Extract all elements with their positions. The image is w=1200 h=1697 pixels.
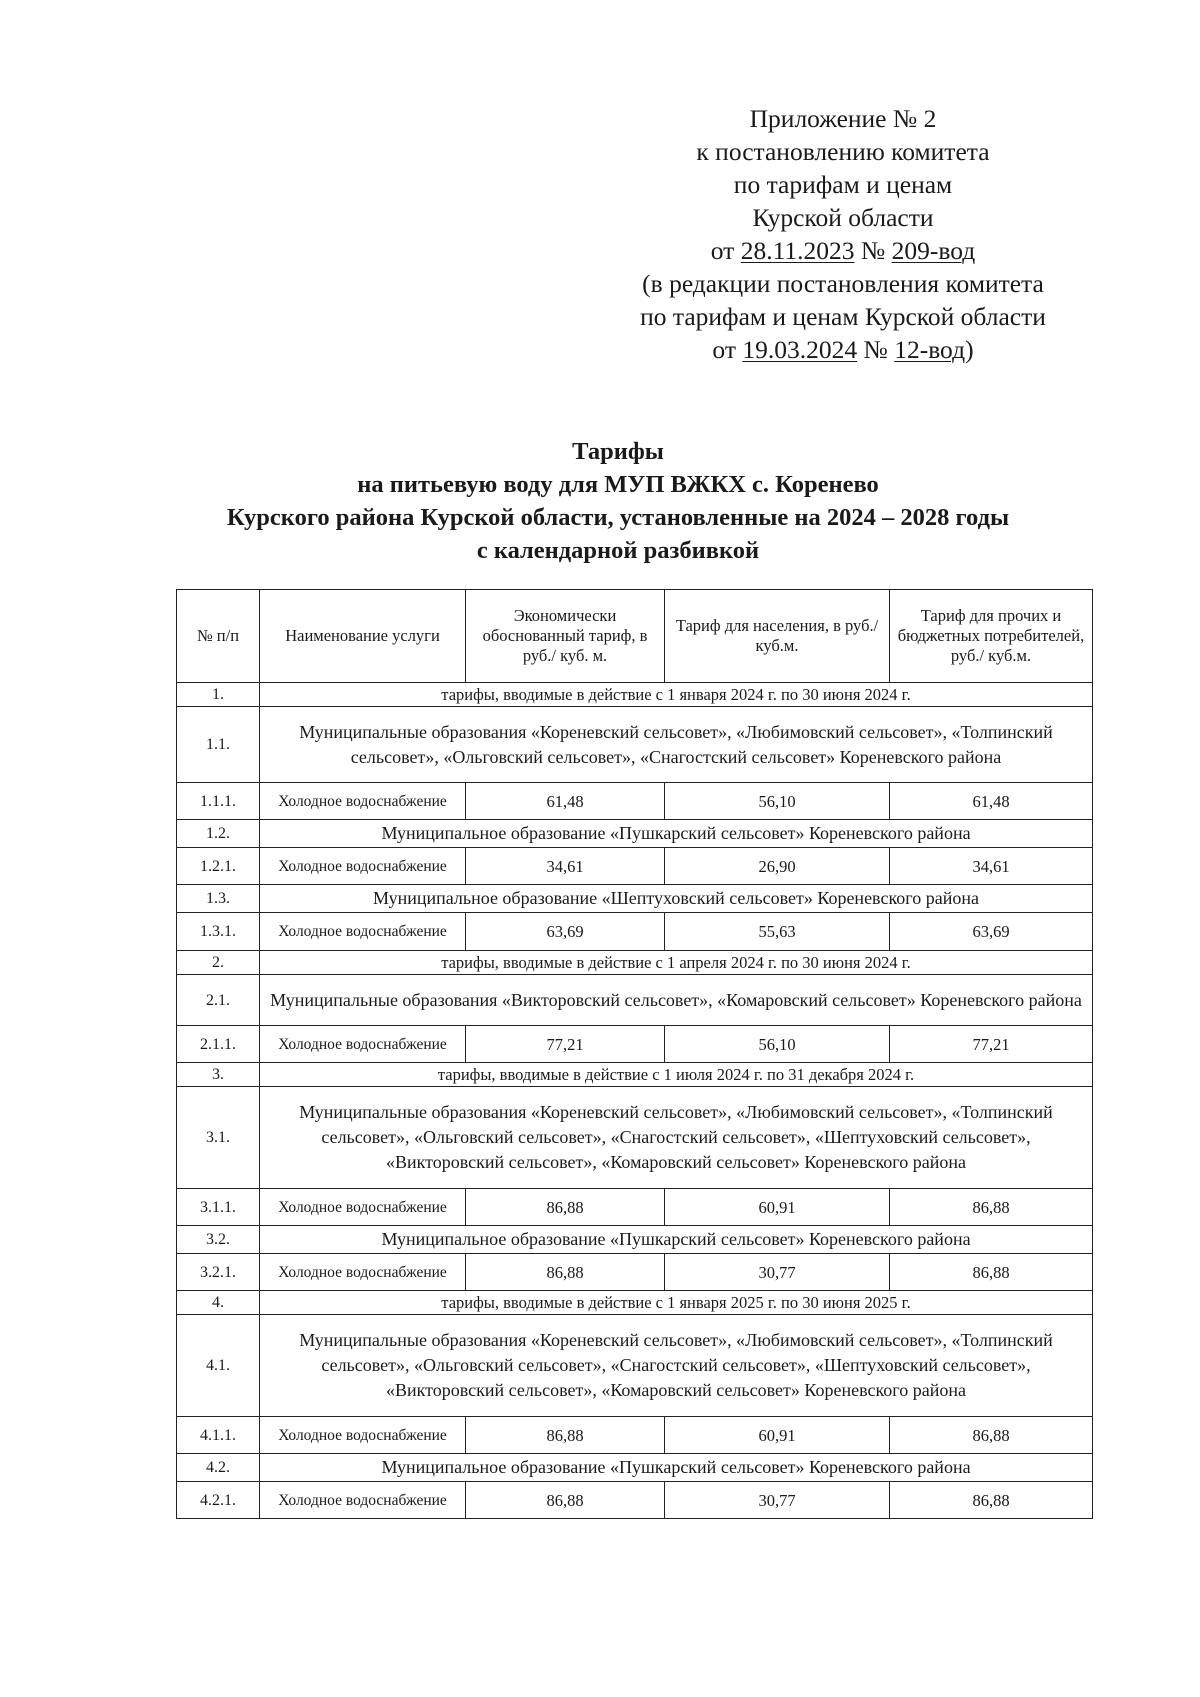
title-line: с календарной разбивкой xyxy=(476,537,760,564)
row-number: 1.2.1. xyxy=(177,848,260,885)
population-tariff-value: 60,91 xyxy=(665,1189,890,1226)
population-tariff-value: 56,10 xyxy=(665,1026,890,1063)
municipality-row xyxy=(177,975,1093,1026)
municipality-text: Муниципальное образование «Шептуховский сельсовет» Кореневского района xyxy=(260,885,1093,913)
row-number: 1.1. xyxy=(177,707,260,783)
period-row xyxy=(177,683,1093,707)
document-title xyxy=(150,435,1086,567)
service-name: Холодное водоснабжение xyxy=(260,913,466,951)
population-tariff-value: 55,63 xyxy=(665,913,890,951)
period-row xyxy=(177,1063,1093,1087)
row-number: 3.1. xyxy=(177,1087,260,1189)
municipality-row xyxy=(177,820,1093,848)
tariff-row xyxy=(177,783,1093,820)
tariff-row xyxy=(177,848,1093,885)
row-number: 2.1. xyxy=(177,975,260,1026)
service-name: Холодное водоснабжение xyxy=(260,848,466,885)
row-number: 4. xyxy=(177,1291,260,1315)
other-tariff-value: 34,61 xyxy=(890,848,1093,885)
economic-tariff-value: 86,88 xyxy=(466,1254,665,1291)
title-line: Тарифы xyxy=(572,438,664,465)
header-population-tariff: Тариф для населения, в руб./ куб.м. xyxy=(665,590,890,683)
appendix-amendment-ref xyxy=(600,333,1086,366)
tariff-row xyxy=(177,1482,1093,1519)
title-line: на питьевую воду для МУП ВЖКХ с. Коренево xyxy=(357,471,879,498)
header-service: Наименование услуги xyxy=(260,590,466,683)
appendix-line: по тарифам и ценам Курской области xyxy=(640,302,1046,331)
other-tariff-value: 86,88 xyxy=(890,1254,1093,1291)
municipality-text: Муниципальное образование «Пушкарский сельсовет» Кореневского района xyxy=(260,1454,1093,1482)
period-row xyxy=(177,951,1093,975)
population-tariff-value: 30,77 xyxy=(665,1254,890,1291)
header-number: № п/п xyxy=(177,590,260,683)
population-tariff-value: 30,77 xyxy=(665,1482,890,1519)
row-number: 4.1.1. xyxy=(177,1417,260,1454)
appendix-resolution-ref xyxy=(600,234,1086,267)
row-number: 3.2.1. xyxy=(177,1254,260,1291)
period-text: тарифы, вводимые в действие с 1 января 2025 г. по 30 июня 2025 г. xyxy=(260,1291,1093,1315)
municipality-text: Муниципальные образования «Кореневский сельсовет», «Любимовский сельсовет», «Толпинский сельсовет», «Ольговский сельсовет», «Снагостский сельсовет», «Шептуховский сельсовет», «Викторовский сельсовет», «Комаровский сельсовет» Кореневского района xyxy=(260,1087,1093,1189)
amendment-number: 12-вод xyxy=(894,335,966,364)
table-header-row xyxy=(177,590,1093,683)
row-number: 1.3. xyxy=(177,885,260,913)
tariff-row xyxy=(177,1254,1093,1291)
population-tariff-value: 56,10 xyxy=(665,783,890,820)
economic-tariff-value: 34,61 xyxy=(466,848,665,885)
economic-tariff-value: 61,48 xyxy=(466,783,665,820)
tariff-row xyxy=(177,1417,1093,1454)
header-other-tariff: Тариф для прочих и бюджетных потребителей, руб./ куб.м. xyxy=(890,590,1093,683)
period-text: тарифы, вводимые в действие с 1 июля 2024 г. по 31 декабря 2024 г. xyxy=(260,1063,1093,1087)
tariff-row xyxy=(177,913,1093,951)
appendix-line: по тарифам и ценам xyxy=(733,170,953,199)
text-fragment: № xyxy=(854,236,892,265)
municipality-row xyxy=(177,1315,1093,1417)
row-number: 4.2.1. xyxy=(177,1482,260,1519)
economic-tariff-value: 77,21 xyxy=(466,1026,665,1063)
service-name: Холодное водоснабжение xyxy=(260,1254,466,1291)
row-number: 3.1.1. xyxy=(177,1189,260,1226)
other-tariff-value: 61,48 xyxy=(890,783,1093,820)
municipality-text: Муниципальные образования «Викторовский сельсовет», «Комаровский сельсовет» Кореневского района xyxy=(260,975,1093,1026)
row-number: 1.2. xyxy=(177,820,260,848)
appendix-line: к постановлению комитета xyxy=(696,137,990,166)
municipality-row xyxy=(177,885,1093,913)
row-number: 1.1.1. xyxy=(177,783,260,820)
row-number: 3. xyxy=(177,1063,260,1087)
service-name: Холодное водоснабжение xyxy=(260,1026,466,1063)
population-tariff-value: 60,91 xyxy=(665,1417,890,1454)
row-number: 4.1. xyxy=(177,1315,260,1417)
population-tariff-value: 26,90 xyxy=(665,848,890,885)
resolution-date: 28.11.2023 xyxy=(740,236,855,265)
title-line: Курского района Курской области, установленные на 2024 – 2028 годы xyxy=(226,504,1010,531)
period-row xyxy=(177,1291,1093,1315)
period-text: тарифы, вводимые в действие с 1 апреля 2024 г. по 30 июня 2024 г. xyxy=(260,951,1093,975)
other-tariff-value: 63,69 xyxy=(890,913,1093,951)
appendix-header xyxy=(600,102,1086,366)
other-tariff-value: 86,88 xyxy=(890,1482,1093,1519)
row-number: 2. xyxy=(177,951,260,975)
row-number: 2.1.1. xyxy=(177,1026,260,1063)
economic-tariff-value: 86,88 xyxy=(466,1417,665,1454)
economic-tariff-value: 86,88 xyxy=(466,1189,665,1226)
economic-tariff-value: 63,69 xyxy=(466,913,665,951)
municipality-row xyxy=(177,1226,1093,1254)
municipality-row xyxy=(177,1087,1093,1189)
appendix-line: (в редакции постановления комитета xyxy=(642,269,1044,298)
row-number: 3.2. xyxy=(177,1226,260,1254)
amendment-date: 19.03.2024 xyxy=(742,335,858,364)
economic-tariff-value: 86,88 xyxy=(466,1482,665,1519)
row-number: 1. xyxy=(177,683,260,707)
text-fragment: от xyxy=(710,236,741,265)
service-name: Холодное водоснабжение xyxy=(260,783,466,820)
text-fragment: № xyxy=(857,335,895,364)
text-fragment: от xyxy=(712,335,743,364)
municipality-text: Муниципальные образования «Кореневский сельсовет», «Любимовский сельсовет», «Толпинский сельсовет», «Ольговский сельсовет», «Снагостский сельсовет» Кореневского района xyxy=(260,707,1093,783)
tariff-row xyxy=(177,1026,1093,1063)
resolution-number: 209-вод xyxy=(891,236,976,265)
municipality-text: Муниципальное образование «Пушкарский сельсовет» Кореневского района xyxy=(260,1226,1093,1254)
row-number: 4.2. xyxy=(177,1454,260,1482)
tariff-table xyxy=(176,589,1093,1519)
appendix-line: Курской области xyxy=(752,203,934,232)
row-number: 1.3.1. xyxy=(177,913,260,951)
municipality-row xyxy=(177,707,1093,783)
service-name: Холодное водоснабжение xyxy=(260,1417,466,1454)
period-text: тарифы, вводимые в действие с 1 января 2024 г. по 30 июня 2024 г. xyxy=(260,683,1093,707)
municipality-row xyxy=(177,1454,1093,1482)
service-name: Холодное водоснабжение xyxy=(260,1189,466,1226)
text-fragment: ) xyxy=(965,335,974,364)
other-tariff-value: 86,88 xyxy=(890,1417,1093,1454)
other-tariff-value: 86,88 xyxy=(890,1189,1093,1226)
tariff-row xyxy=(177,1189,1093,1226)
municipality-text: Муниципальное образование «Пушкарский сельсовет» Кореневского района xyxy=(260,820,1093,848)
municipality-text: Муниципальные образования «Кореневский сельсовет», «Любимовский сельсовет», «Толпинский сельсовет», «Ольговский сельсовет», «Снагостский сельсовет», «Шептуховский сельсовет», «Викторовский сельсовет», «Комаровский сельсовет» Кореневского района xyxy=(260,1315,1093,1417)
appendix-line: Приложение № 2 xyxy=(749,104,937,133)
service-name: Холодное водоснабжение xyxy=(260,1482,466,1519)
header-economic-tariff: Экономически обоснованный тариф, в руб./ куб. м. xyxy=(466,590,665,683)
other-tariff-value: 77,21 xyxy=(890,1026,1093,1063)
